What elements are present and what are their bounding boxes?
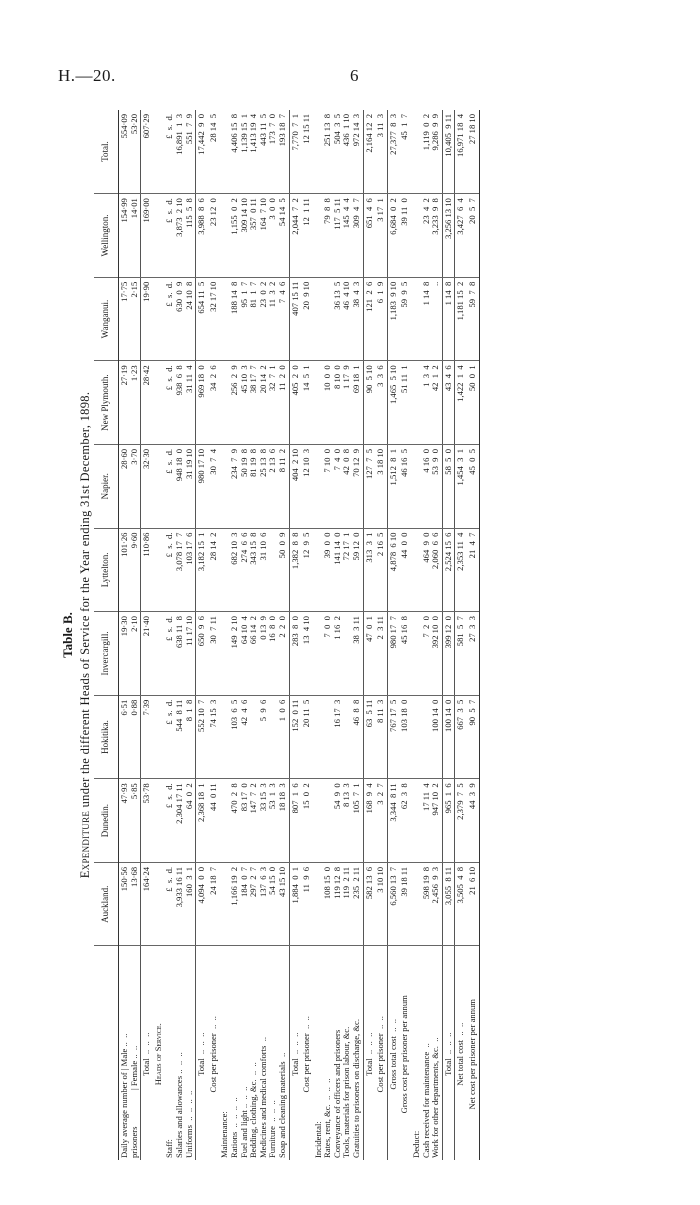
row-label: Deduct: Cash received for maintenance .. Work for other departments, &c. ..: [411, 1037, 441, 1158]
value-cell: 1,454 3 1: [455, 444, 467, 528]
value-cell: 554·09 53·20: [119, 110, 141, 194]
value-cell: 1 3 4 42 1 2: [411, 361, 442, 445]
value-cell: 27 3 3: [467, 612, 479, 696]
value-cell: 110·86: [141, 528, 153, 612]
value-cell: 682 10 3 274 6 6 343 15 8 31 10 6 50 0 9: [219, 528, 289, 612]
row-label: Cost per prisoner .. ..: [207, 1016, 218, 1093]
value-cell: 28 14 2: [208, 528, 220, 612]
value-cell: 46 16 5: [399, 444, 411, 528]
row-label: Total .. .. ..: [442, 946, 455, 1160]
table-row: [387, 110, 399, 1160]
value-cell: 45 1 7: [399, 110, 411, 194]
value-cell: 45 0 5: [467, 444, 479, 528]
value-cell: 54 9 0 8 13 3 105 7 1: [313, 779, 363, 863]
value-cell: 283 8 0: [289, 612, 301, 696]
value-cell: £ s. d. 938 6 8 31 11 4: [164, 361, 195, 445]
value-cell: 651 4 6: [363, 194, 375, 278]
header-blank-cell: [94, 946, 119, 1160]
value-cell: 12 10 3: [301, 444, 313, 528]
value-cell: £ s. d. 638 11 8 11 17 10: [164, 612, 195, 696]
value-cell: 2,524 15 6: [442, 528, 455, 612]
value-cell: 127 7 5: [363, 444, 375, 528]
value-cell: 2,044 7 2: [289, 194, 301, 278]
table-title: [76, 110, 94, 1160]
value-cell: 100 14 0: [442, 695, 455, 779]
table-body: [119, 110, 480, 1160]
value-cell: 51 11 1: [399, 361, 411, 445]
value-cell: 7 0 0 1 16 2 38 3 11: [313, 612, 363, 696]
value-cell: 168 9 4: [363, 779, 375, 863]
value-cell: 1,465 5 10: [387, 361, 399, 445]
value-cell: 21 4 7: [467, 528, 479, 612]
row-label: Staff: Salaries and allowances .. .. .. Uniforms .. .. .. ..: [164, 1052, 194, 1158]
value-cell: 100 14 0: [411, 695, 442, 779]
value-cell: 47·93 5·85: [119, 779, 141, 863]
row-label: Total .. .. ..: [363, 946, 375, 1160]
value-cell: 23 4 2 3,233 9 8: [411, 194, 442, 278]
value-cell: 1,884 0 1: [289, 862, 301, 946]
value-cell: 58 5 0: [442, 444, 455, 528]
value-cell: 3 3 6: [375, 361, 387, 445]
table-row: [455, 110, 467, 1160]
value-cell: 7 2 0 392 10 0: [411, 612, 442, 696]
value-cell: 1,382 8 8: [289, 528, 301, 612]
value-cell: 2 3 11: [375, 612, 387, 696]
value-cell: [153, 277, 165, 361]
value-cell: 667 3 5: [455, 695, 467, 779]
table-title-rest: under the different Heads of Service for the Year ending 31st December, 1898.: [78, 391, 92, 811]
value-cell: 552 10 7: [196, 695, 208, 779]
value-cell: 62 3 8: [399, 779, 411, 863]
value-cell: 1,512 8 1: [387, 444, 399, 528]
value-cell: 20 5 7: [467, 194, 479, 278]
value-cell: 28·60 3·70: [119, 444, 141, 528]
row-label: Heads of Service.: [152, 1023, 163, 1086]
column-header: Auckland.: [94, 862, 119, 946]
row-label: Net cost per prisoner per annum: [467, 946, 479, 1160]
value-cell: 101·26 9·60: [119, 528, 141, 612]
value-cell: 407 15 11: [289, 277, 301, 361]
column-header: Invercargill.: [94, 612, 119, 696]
value-cell: [153, 444, 165, 528]
value-cell: 3 11 3: [375, 110, 387, 194]
expenditure-table: [94, 110, 480, 1160]
value-cell: £ s. d. 3,933 16 11 160 3 1: [164, 862, 195, 946]
table-row: [141, 110, 153, 1160]
value-cell: 44 3 9: [467, 779, 479, 863]
value-cell: 44 0 0: [399, 528, 411, 612]
value-cell: [153, 194, 165, 278]
value-cell: £ s. d. 2,304 17 11 64 0 2: [164, 779, 195, 863]
value-cell: 7,770 7 1: [289, 110, 301, 194]
value-cell: 470 2 8 83 17 0 147 7 2 33 15 3 53 1 3 18 18 3: [219, 779, 289, 863]
column-header: Wellington.: [94, 194, 119, 278]
value-cell: 234 7 9 50 19 8 81 19 8 25 13 8 2 13 6 8 11 2: [219, 444, 289, 528]
value-cell: 39 18 11: [399, 862, 411, 946]
value-cell: 103 6 5 42 4 6 5 9 6 1 0 6: [219, 695, 289, 779]
value-cell: 4,878 6 10: [387, 528, 399, 612]
table-row: [363, 110, 375, 1160]
page-reference: H.—20.: [58, 66, 116, 85]
table-row: [301, 110, 313, 1160]
value-cell: 44 0 11: [208, 779, 220, 863]
row-label: Net total cost .. ..: [455, 946, 467, 1160]
value-cell: £ s. d. 3,873 2 10 115 5 8: [164, 194, 195, 278]
value-cell: 30 7 4: [208, 444, 220, 528]
value-cell: 11 9 6: [301, 862, 313, 946]
value-cell: 59 9 5: [399, 277, 411, 361]
value-cell: 17,442 9 0: [196, 110, 208, 194]
value-cell: 43 4 6: [442, 361, 455, 445]
value-cell: 149 2 10 64 10 4 66 14 2 0 13 9 16 8 0 2 2 0: [219, 612, 289, 696]
row-label: Daily average number of | Male .. .. prisoners | Female .. ..: [119, 1033, 139, 1158]
value-cell: 32·30: [141, 444, 153, 528]
value-cell: 3,182 15 1: [196, 528, 208, 612]
value-cell: 90 5 10: [363, 361, 375, 445]
value-cell: 28·42: [141, 361, 153, 445]
row-label: Cost per prisoner .. ..: [301, 1016, 312, 1093]
value-cell: 1,181 15 2: [455, 277, 467, 361]
value-cell: 3 18 10: [375, 444, 387, 528]
value-cell: 980 17 7: [387, 612, 399, 696]
table-row: [208, 110, 220, 1160]
table-row: [442, 110, 455, 1160]
value-cell: 4,094 0 0: [196, 862, 208, 946]
value-cell: 405 2 0: [289, 361, 301, 445]
value-cell: [153, 862, 165, 946]
table-row: [313, 110, 363, 1160]
value-cell: 404 2 10: [289, 444, 301, 528]
value-cell: 34 2 6: [208, 361, 220, 445]
value-cell: 3 10 10: [375, 862, 387, 946]
value-cell: 3,055 8 11: [442, 862, 455, 946]
value-cell: 30 7 11: [208, 612, 220, 696]
row-label: Total .. .. ..: [141, 946, 153, 1160]
value-cell: 90 5 7: [467, 695, 479, 779]
value-cell: 12 15 11: [301, 110, 313, 194]
row-label: Gross cost per prisoner per annum: [399, 995, 410, 1114]
value-cell: 1,119 0 2 9,286 9 9: [411, 110, 442, 194]
column-header: Hokitika.: [94, 695, 119, 779]
value-cell: 20 9 10: [301, 277, 313, 361]
value-cell: 4 16 0 53 9 0: [411, 444, 442, 528]
value-cell: 74 15 3: [208, 695, 220, 779]
value-cell: [153, 695, 165, 779]
column-header: New Plymouth.: [94, 361, 119, 445]
value-cell: 17·75 2·15: [119, 277, 141, 361]
value-cell: £ s. d. 948 18 0 31 19 10: [164, 444, 195, 528]
table-row: [164, 110, 195, 1160]
value-cell: 3,256 13 10: [442, 194, 455, 278]
value-cell: 1,183 9 10: [387, 277, 399, 361]
table-title-lead: Expenditure: [78, 810, 92, 879]
value-cell: 59 7 8: [467, 277, 479, 361]
value-cell: 581 5 7: [455, 612, 467, 696]
value-cell: £ s. d. 16,891 1 3 551 7 9: [164, 110, 195, 194]
value-cell: 103 18 0: [399, 695, 411, 779]
value-cell: 1 14 8 ..: [411, 277, 442, 361]
row-label: Incidental: Rates, rent, &c. .. .. .. Conveyance of officers and prisoners Tools, materials for prison labour, &c. Gratuities to prisoners on discharge, &c.: [312, 1019, 362, 1158]
table-row: [467, 110, 479, 1160]
value-cell: 39 0 0 141 14 0 72 17 1 59 12 0: [313, 528, 363, 612]
value-cell: £ s. d. 3,078 17 7 103 17 6: [164, 528, 195, 612]
table-row: [196, 110, 208, 1160]
value-cell: 464 9 0 2,060 6 6: [411, 528, 442, 612]
value-cell: 6 1 9: [375, 277, 387, 361]
value-cell: 21 6 10: [467, 862, 479, 946]
value-cell: 6,684 0 2: [387, 194, 399, 278]
value-cell: 12 1 11: [301, 194, 313, 278]
row-label: Cost per prisoner .. ..: [375, 1016, 386, 1093]
value-cell: 20 11 5: [301, 695, 313, 779]
value-cell: 45 16 8: [399, 612, 411, 696]
value-cell: 2,368 18 1: [196, 779, 208, 863]
value-cell: 16 17 3 46 8 8: [313, 695, 363, 779]
value-cell: 8 11 3: [375, 695, 387, 779]
table-row: [399, 110, 411, 1160]
value-cell: 807 1 6: [289, 779, 301, 863]
column-header: Total.: [94, 110, 119, 194]
value-cell: 152 0 11: [289, 695, 301, 779]
value-cell: 1 14 8: [442, 277, 455, 361]
value-cell: 980 17 10: [196, 444, 208, 528]
value-cell: 23 12 0: [208, 194, 220, 278]
value-cell: 3,988 8 6: [196, 194, 208, 278]
value-cell: [153, 612, 165, 696]
row-label: Total .. .. ..: [289, 946, 301, 1160]
column-header: Wanganui.: [94, 277, 119, 361]
value-cell: £ s. d. 630 0 9 24 10 8: [164, 277, 195, 361]
value-cell: 2,353 11 4: [455, 528, 467, 612]
value-cell: 6·51 0·88: [119, 695, 141, 779]
column-header: Dunedin.: [94, 779, 119, 863]
value-cell: 399 12 0: [442, 612, 455, 696]
value-cell: 53·78: [141, 779, 153, 863]
value-cell: 188 14 8 95 1 7 81 1 7 23 0 2 11 3 2 7 4 6: [219, 277, 289, 361]
table-row: [289, 110, 301, 1160]
page-number: 6: [350, 66, 359, 85]
value-cell: 969 18 0: [196, 361, 208, 445]
value-cell: 7 10 0 7 4 0 42 0 8 70 12 9: [313, 444, 363, 528]
value-cell: 3,427 6 4: [455, 194, 467, 278]
value-cell: 10,405 9 11: [442, 110, 455, 194]
value-cell: 3 2 7: [375, 779, 387, 863]
value-cell: 154·99 14·01: [119, 194, 141, 278]
value-cell: 150·56 13·68: [119, 862, 141, 946]
value-cell: 47 0 1: [363, 612, 375, 696]
value-cell: [153, 110, 165, 194]
value-cell: 582 13 6: [363, 862, 375, 946]
table-row: [119, 110, 141, 1160]
value-cell: 965 1 6: [442, 779, 455, 863]
rotated-table-block: [60, 110, 620, 1160]
value-cell: 654 11 5: [196, 277, 208, 361]
value-cell: 256 2 9 45 10 3 38 17 7 20 14 2 32 7 1 11 2 0: [219, 361, 289, 445]
value-cell: 3 17 1: [375, 194, 387, 278]
value-cell: 607·29: [141, 110, 153, 194]
value-cell: 13 4 10: [301, 612, 313, 696]
row-label: Gross total cost .. ..: [387, 946, 399, 1160]
value-cell: 14 5 1: [301, 361, 313, 445]
table-row: [219, 110, 289, 1160]
value-cell: 21·40: [141, 612, 153, 696]
table-caption: Table B.: [60, 612, 75, 658]
value-cell: 3,505 4 8: [455, 862, 467, 946]
value-cell: 767 17 5: [387, 695, 399, 779]
value-cell: 19·90: [141, 277, 153, 361]
value-cell: [153, 361, 165, 445]
value-cell: 79 8 8 117 5 11 145 4 4 309 4 7: [313, 194, 363, 278]
value-cell: 19·30 2·10: [119, 612, 141, 696]
value-cell: 6,560 13 7: [387, 862, 399, 946]
value-cell: 313 3 1: [363, 528, 375, 612]
value-cell: [153, 779, 165, 863]
table-row: [153, 110, 165, 1160]
value-cell: 2 16 5: [375, 528, 387, 612]
value-cell: 121 2 6: [363, 277, 375, 361]
table-row: [375, 110, 387, 1160]
value-cell: 10 0 0 8 10 0 1 17 9 69 18 1: [313, 361, 363, 445]
value-cell: 12 9 5: [301, 528, 313, 612]
value-cell: 16,971 18 4: [455, 110, 467, 194]
value-cell: 63 5 11: [363, 695, 375, 779]
value-cell: 27,377 8 3: [387, 110, 399, 194]
value-cell: 27·19 1·23: [119, 361, 141, 445]
value-cell: 169·00: [141, 194, 153, 278]
value-cell: 7·39: [141, 695, 153, 779]
value-cell: £ s. d. 544 8 11 8 1 8: [164, 695, 195, 779]
value-cell: 2,379 7 5: [455, 779, 467, 863]
value-cell: 164·24: [141, 862, 153, 946]
row-label: Total .. .. ..: [196, 946, 208, 1160]
value-cell: 15 0 2: [301, 779, 313, 863]
table-row: [411, 110, 442, 1160]
value-cell: 3,344 8 11: [387, 779, 399, 863]
value-cell: 1,422 1 4: [455, 361, 467, 445]
value-cell: 24 18 7: [208, 862, 220, 946]
value-cell: 251 13 8 504 3 5 436 1 10 972 14 3: [313, 110, 363, 194]
value-cell: [153, 528, 165, 612]
table-header-row: [94, 110, 119, 1160]
value-cell: 598 19 8 2,456 9 3: [411, 862, 442, 946]
value-cell: 50 0 1: [467, 361, 479, 445]
value-cell: 650 9 6: [196, 612, 208, 696]
value-cell: 1,166 19 2 184 0 7 297 2 7 137 6 3 54 15 0 43 15 10: [219, 862, 289, 946]
value-cell: 2,164 12 2: [363, 110, 375, 194]
value-cell: 28 14 5: [208, 110, 220, 194]
value-cell: 4,406 15 8 1,139 15 1 1,413 19 4 443 11 5 173 7 0 193 18 7: [219, 110, 289, 194]
value-cell: 108 15 0 119 12 8 119 2 11 235 2 11: [313, 862, 363, 946]
value-cell: 39 11 0: [399, 194, 411, 278]
value-cell: 32 17 10: [208, 277, 220, 361]
column-header: Lyttelton.: [94, 528, 119, 612]
row-label: Maintenance: Rations .. .. .. .. Fuel and light .. .. .. Bedding, clothing, &c. .. .. Medicines and medical comforts .. Furniture .. .. .. Soap and cleaning materials ..: [219, 1037, 287, 1158]
value-cell: 36 13 5 46 4 10 38 4 3: [313, 277, 363, 361]
column-header: Napier.: [94, 444, 119, 528]
value-cell: 17 11 4 947 10 2: [411, 779, 442, 863]
value-cell: 1,155 0 2 309 14 10 357 0 11 164 7 10 3 0 0 54 14 5: [219, 194, 289, 278]
value-cell: 27 18 10: [467, 110, 479, 194]
